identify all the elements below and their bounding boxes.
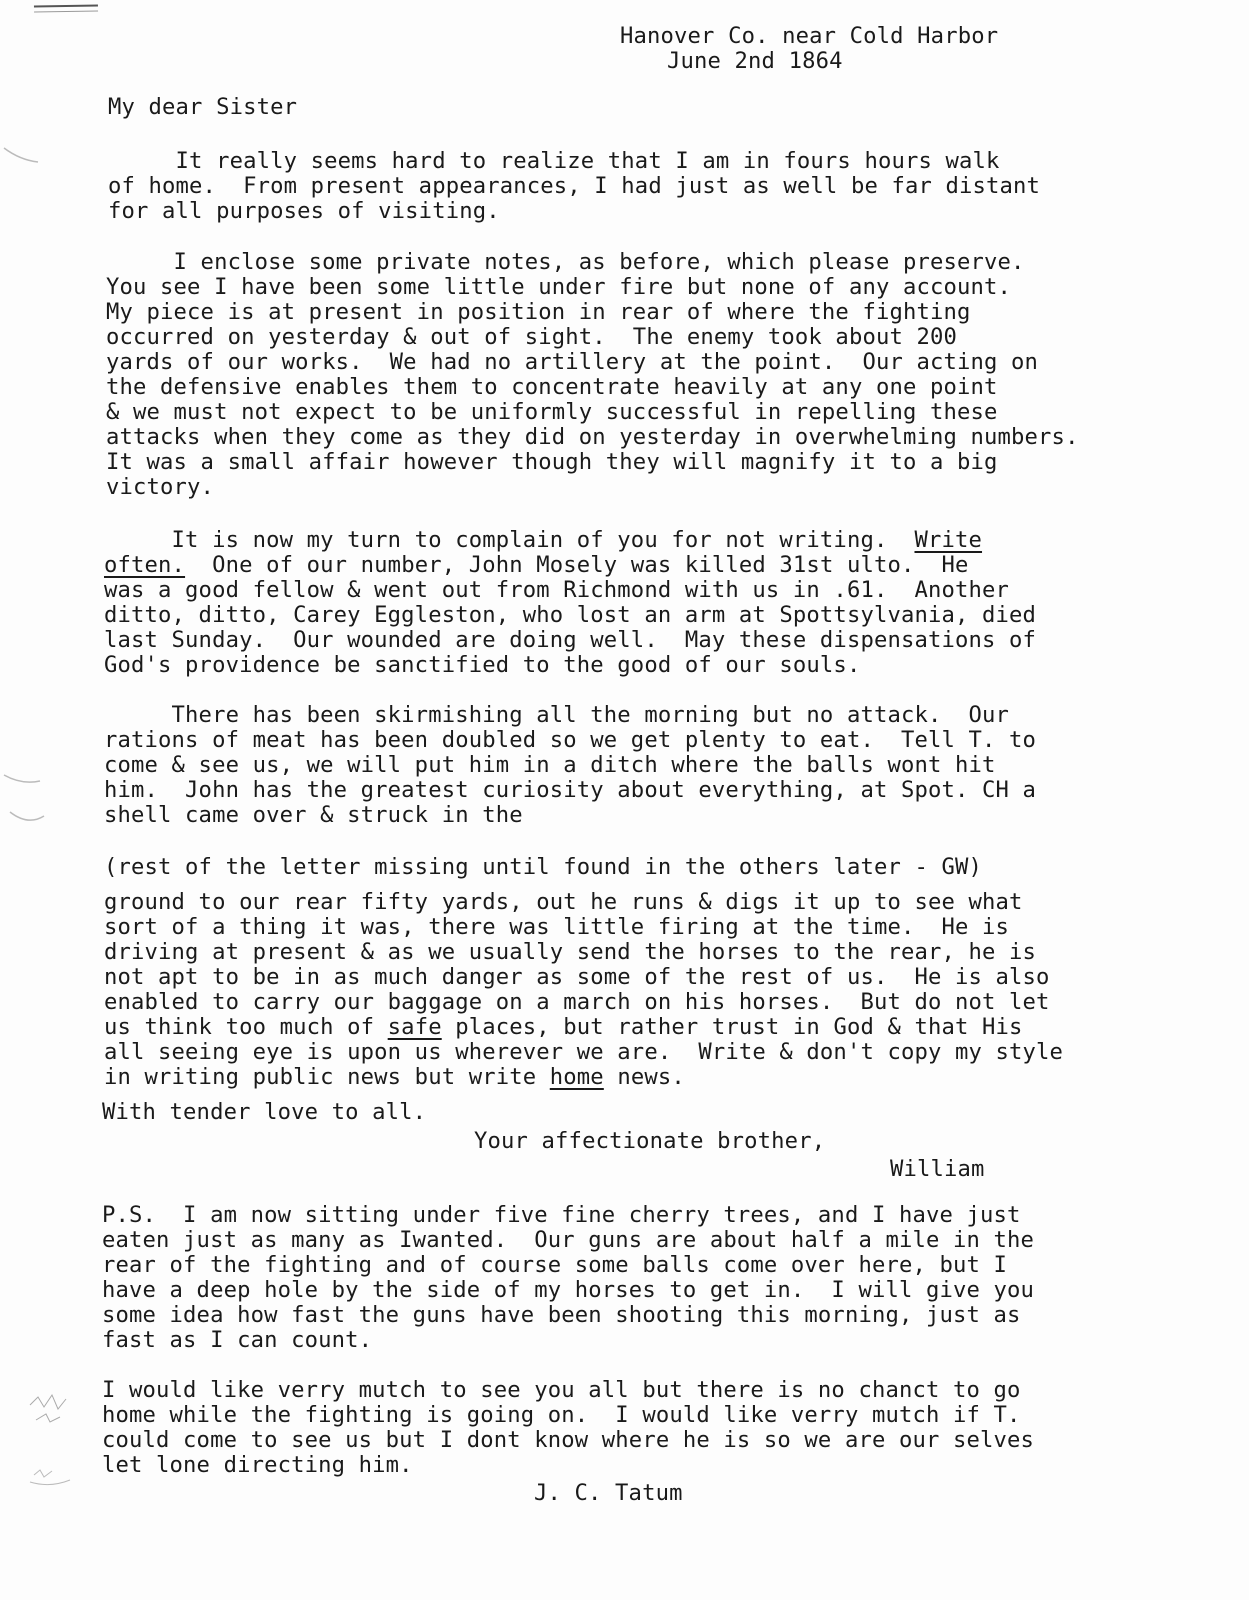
p5-line: in writing public news but write home news. bbox=[104, 1064, 685, 1090]
ps-line: fast as I can count. bbox=[102, 1327, 373, 1353]
underlined-often: often. bbox=[104, 552, 186, 578]
p1-line: It really seems hard to realize that I am in fours hours walk bbox=[108, 148, 1000, 174]
ps-line: rear of the fighting and of course some balls come over here, but I bbox=[102, 1252, 1008, 1278]
p2-line: & we must not expect to be uniformly successful in repelling these bbox=[106, 399, 998, 425]
p6-line: let lone directing him. bbox=[102, 1452, 413, 1478]
p2-line: the defensive enables them to concentrate heavily at any one point bbox=[106, 374, 998, 400]
p5-line: sort of a thing it was, there was little firing at the time. He is bbox=[104, 914, 1010, 940]
p1-line: for all purposes of visiting. bbox=[108, 198, 500, 224]
underlined-home: home bbox=[549, 1064, 604, 1090]
author-name: J. C. Tatum bbox=[534, 1480, 683, 1506]
p2-line: yards of our works. We had no artillery at the point. Our acting on bbox=[106, 349, 1039, 375]
p4-line: rations of meat has been doubled so we get plenty to eat. Tell T. to bbox=[104, 727, 1037, 753]
ps-line: P.S. I am now sitting under five fine cherry trees, and I have just bbox=[102, 1202, 1021, 1228]
underlined-safe: safe bbox=[387, 1014, 442, 1040]
p2-line: victory. bbox=[106, 474, 215, 500]
signoff: Your affectionate brother, bbox=[474, 1128, 826, 1154]
signature: William bbox=[890, 1156, 985, 1182]
letter-date: June 2nd 1864 bbox=[667, 48, 843, 74]
p5-line: us think too much of safe places, but rather trust in God & that His bbox=[104, 1014, 1023, 1040]
staple-mark bbox=[34, 4, 98, 12]
editor-note: (rest of the letter missing until found in the others later - GW) bbox=[104, 854, 983, 880]
p2-line: You see I have been some little under fire but none of any account. bbox=[106, 274, 1012, 300]
p6-line: home while the fighting is going on. I would like verry mutch if T. bbox=[102, 1402, 1021, 1428]
p4-line: come & see us, we will put him in a ditch where the balls wont hit bbox=[104, 752, 996, 778]
p4-line: him. John has the greatest curiosity about everything, at Spot. CH a bbox=[104, 777, 1037, 803]
p1-line: of home. From present appearances, I had just as well be far distant bbox=[108, 173, 1041, 199]
p2-line: occurred on yesterday & out of sight. The enemy took about 200 bbox=[106, 324, 958, 350]
p3-line: was a good fellow & went out from Richmond with us in .61. Another bbox=[104, 577, 1010, 603]
ps-line: some idea how fast the guns have been shooting this morning, just as bbox=[102, 1302, 1021, 1328]
salutation: My dear Sister bbox=[108, 94, 298, 120]
p2-line: I enclose some private notes, as before, which please preserve. bbox=[106, 249, 1025, 275]
p3-line: ditto, ditto, Carey Eggleston, who lost an arm at Spottsylvania, died bbox=[104, 602, 1037, 628]
p4-line: shell came over & struck in the bbox=[104, 802, 523, 828]
p3-line: It is now my turn to complain of you for not writing. Write bbox=[104, 527, 983, 553]
p4-line: There has been skirmishing all the morning but no attack. Our bbox=[104, 702, 1010, 728]
p3-line: often. One of our number, John Mosely was killed 31st ulto. He bbox=[104, 552, 969, 578]
letter-place: Hanover Co. near Cold Harbor bbox=[620, 23, 999, 49]
p2-line: My piece is at present in position in rear of where the fighting bbox=[106, 299, 971, 325]
p5-line: not apt to be in as much danger as some of the rest of us. He is also bbox=[104, 964, 1050, 990]
ps-line: eaten just as many as Iwanted. Our guns are about half a mile in the bbox=[102, 1227, 1035, 1253]
p5-line: enabled to carry our baggage on a march on his horses. But do not let bbox=[104, 989, 1050, 1015]
p2-line: It was a small affair however though they will magnify it to a big bbox=[106, 449, 998, 475]
p5-line: driving at present & as we usually send the horses to the rear, he is bbox=[104, 939, 1037, 965]
p2-line: attacks when they come as they did on yesterday in overwhelming numbers. bbox=[106, 424, 1079, 450]
p6-line: could come to see us but I dont know where he is so we are our selves bbox=[102, 1427, 1035, 1453]
underlined-write: Write bbox=[914, 527, 983, 553]
ps-line: have a deep hole by the side of my horses to get in. I will give you bbox=[102, 1277, 1035, 1303]
p3-line: God's providence be sanctified to the good of our souls. bbox=[104, 652, 861, 678]
p3-line: last Sunday. Our wounded are doing well. May these dispensations of bbox=[104, 627, 1037, 653]
p6-line: I would like verry mutch to see you all but there is no chanct to go bbox=[102, 1377, 1021, 1403]
p5-line: all seeing eye is upon us wherever we are. Write & don't copy my style bbox=[104, 1039, 1064, 1065]
closing: With tender love to all. bbox=[102, 1099, 427, 1125]
p5-line: ground to our rear fifty yards, out he runs & digs it up to see what bbox=[104, 889, 1023, 915]
